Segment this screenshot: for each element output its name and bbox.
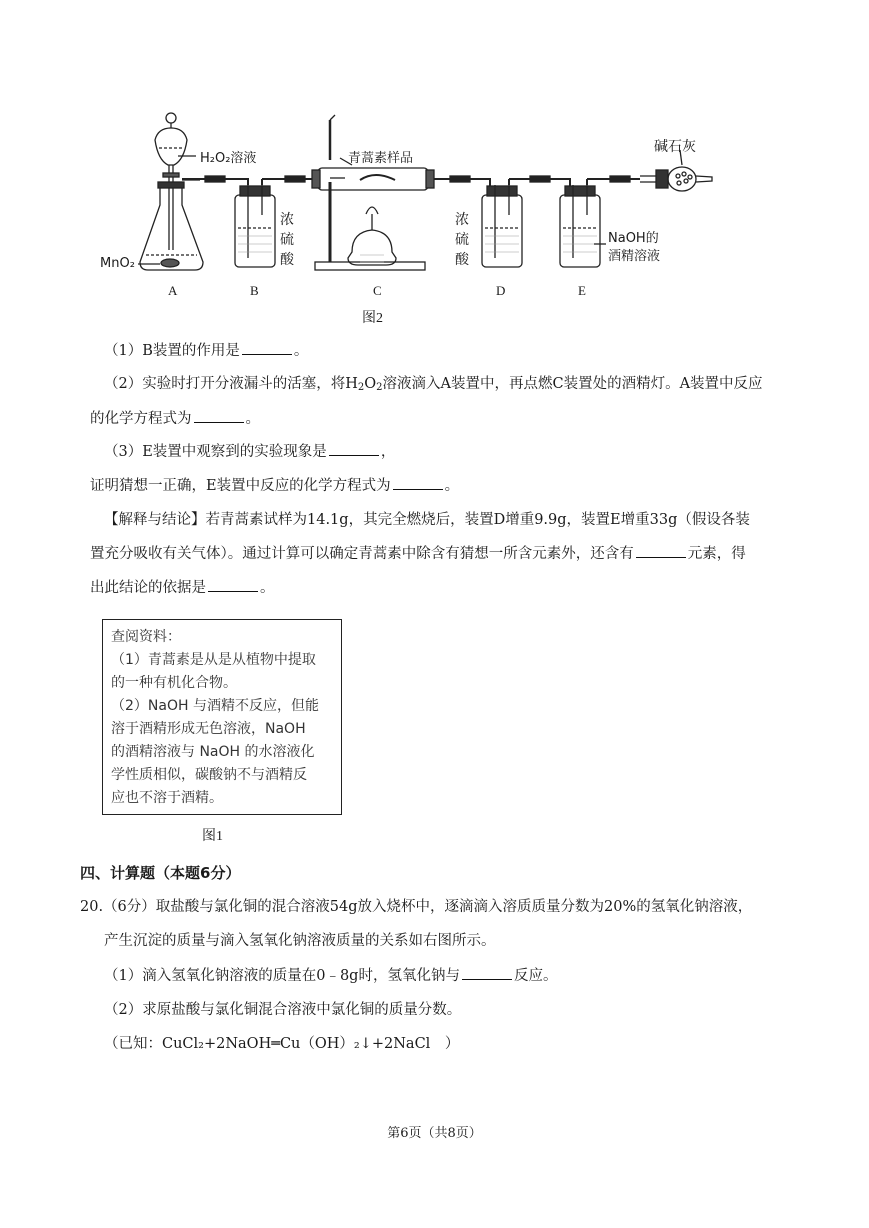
answer-blank[interactable] (462, 965, 512, 980)
reference-title: 查阅资料： (111, 629, 181, 645)
apparatus-e-bottle (560, 195, 600, 267)
page-footer: 第6页（共8页） (387, 1126, 482, 1141)
figure1-caption: 图1 (202, 829, 223, 844)
reference-box (102, 619, 342, 815)
apparatus-letter-b: B (250, 283, 259, 298)
label-sodalime: 碱石灰 (654, 139, 696, 155)
question-3-line2: 证明猜想一正确，E装置中反应的化学方程式为 。 (90, 475, 459, 497)
answer-blank[interactable] (636, 543, 686, 558)
apparatus-letter-c: C (373, 283, 382, 298)
answer-blank[interactable] (393, 475, 443, 490)
question-3-line1: （3）E装置中观察到的实验现象是 ， (104, 441, 395, 463)
question-2-line1: （2）实验时打开分液漏斗的活塞，将$H_2O_2$溶液滴入A装置中，再点燃C装置处的酒精灯。A装置中反应 (104, 376, 763, 393)
reference-line: （2）NaOH 与酒精不反应，但能 (111, 698, 319, 714)
conclusion-line3: 出此结论的依据是 。 (90, 577, 275, 599)
figure2-caption: 图2 (362, 311, 383, 326)
apparatus-letter-d: D (496, 283, 506, 298)
apparatus-c-lamp (348, 230, 396, 265)
conclusion-line1: 【解释与结论】若青蒿素试样为14.1g，其完全燃烧后，装置D增重9.9g，装置E增重33g（假设各装 (104, 512, 750, 528)
apparatus-d-bottle (482, 195, 522, 267)
answer-blank[interactable] (208, 577, 258, 592)
apparatus-a-funnel (155, 128, 187, 165)
known-equation: （已知：CuCl₂+2NaOH═Cu（OH）₂↓+2NaCl ） (104, 1036, 460, 1052)
reference-line: 应也不溶于酒精。 (111, 790, 223, 806)
reference-line: 学性质相似，碳酸钠不与酒精反 (111, 767, 307, 783)
label-conc-h2so4-d: 浓 硫 酸 (455, 212, 469, 268)
label-sample: 青蒿素样品 (348, 151, 414, 166)
label-mno2: MnO₂ (100, 256, 135, 271)
apparatus-c-tube (318, 168, 428, 190)
reference-line: （1）青蒿素是从是从植物中提取 (111, 652, 316, 668)
question-20-line1: 20.（6分）取盐酸与氯化铜的混合溶液54g放入烧杯中，逐滴滴入溶质质量分数为20%的氢氧化钠溶液， (80, 899, 753, 915)
answer-blank[interactable] (329, 441, 379, 456)
answer-blank[interactable] (242, 340, 292, 355)
question-20-sub1: （1）滴入氢氧化钠溶液的质量在0﹣8g时，氢氧化钠与 反应。 (104, 965, 557, 987)
answer-blank[interactable] (194, 408, 244, 423)
apparatus-a-flask (140, 185, 203, 270)
label-naoh-solution: NaOH的 酒精溶液 (608, 231, 661, 264)
question-20-sub2: （2）求原盐酸与氯化铜混合溶液中氯化铜的质量分数。 (104, 1002, 462, 1018)
apparatus-letter-a: A (168, 283, 178, 298)
apparatus-diagram (0, 0, 869, 330)
reference-line: 的酒精溶液与 NaOH 的水溶液化 (111, 744, 315, 760)
apparatus-b-bottle (235, 195, 275, 267)
label-conc-h2so4-b: 浓 硫 酸 (280, 212, 294, 268)
drying-tube (640, 176, 656, 182)
reference-line: 溶于酒精形成无色溶液，NaOH (111, 721, 306, 737)
question-2-line2: 的化学方程式为 。 (90, 408, 260, 430)
reference-line: 的一种有机化合物。 (111, 675, 237, 691)
label-h2o2: H₂O₂溶液 (200, 151, 257, 166)
question-20-line2: 产生沉淀的质量与滴入氢氧化钠溶液质量的关系如右图所示。 (104, 933, 496, 949)
question-1: （1）B装置的作用是 。 (104, 340, 308, 362)
apparatus-letter-e: E (578, 283, 586, 298)
section-heading: 四、计算题（本题6分） (80, 864, 241, 882)
conclusion-line2: 置充分吸收有关气体）。通过计算可以确定青蒿素中除含有猜想一所含元素外，还含有 元素，得 (90, 543, 746, 565)
